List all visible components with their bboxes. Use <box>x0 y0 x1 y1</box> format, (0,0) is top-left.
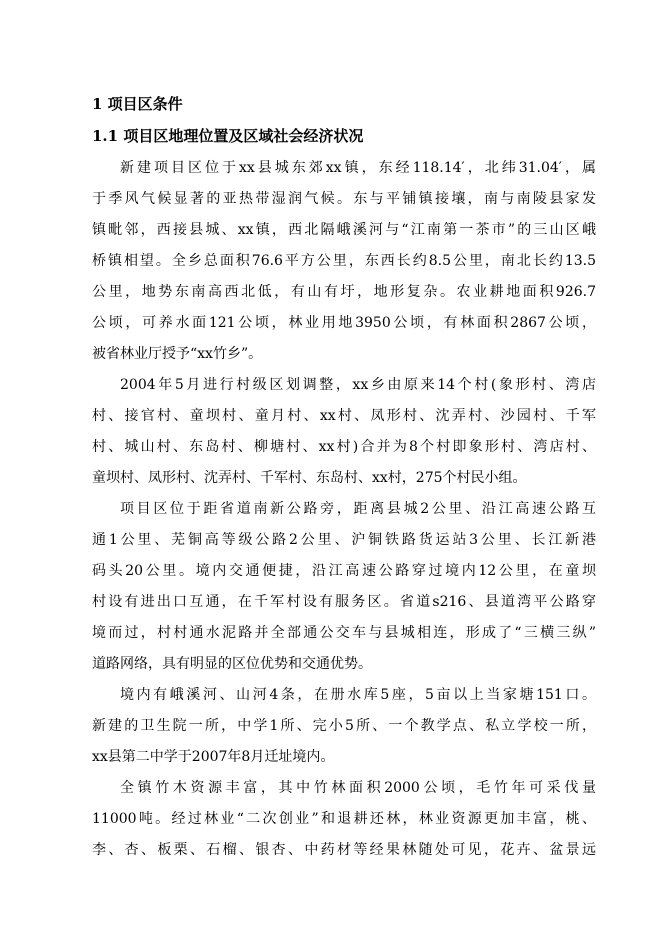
paragraph-line: 境而过，村村通水泥路并全部通公交车与县城相连，形成了“三横三纵” <box>92 625 596 641</box>
paragraph-line: 2004年5月进行村级区划调整，xx乡由原来14个村(象形村、湾店 <box>120 377 596 393</box>
section-heading: 1 项目区条件 <box>92 95 183 113</box>
paragraph-line: 码头20公里。境内交通便捷，沿江高速公路穿过境内12公里，在童坝 <box>92 563 596 579</box>
paragraph-line: 道路网络，具有明显的区位优势和交通优势。 <box>92 656 372 672</box>
paragraph-line: 境内有峨溪河、山河4条，在册水库5座，5亩以上当家塘151口。 <box>120 687 596 703</box>
paragraph-line: 村、接官村、童坝村、童月村、xx村、凤形村、沈弄村、沙园村、千军 <box>92 408 596 424</box>
subsection-heading: 1.1 项目区地理位置及区域社会经济状况 <box>92 127 364 145</box>
paragraph-line: xx县第二中学于2007年8月迁址境内。 <box>92 749 335 765</box>
paragraph-line: 李、杏、板栗、石榴、银杏、中药材等经果林随处可见，花卉、盆景远 <box>92 842 596 858</box>
paragraph-line: 于季风气候显著的亚热带湿润气候。东与平铺镇接壤，南与南陵县家发 <box>92 191 596 207</box>
paragraph-line: 镇毗邻，西接县城、xx镇，西北隔峨溪河与“江南第一茶市”的三山区峨 <box>92 222 596 238</box>
paragraph-line: 项目区位于距省道南新公路旁，距离县城2公里、沿江高速公路互 <box>120 501 596 517</box>
paragraph-line: 通1公里、芜铜高等级公路2公里、沪铜铁路货运站3公里、长江新港 <box>92 532 596 548</box>
paragraph-line: 桥镇相望。全乡总面积76.6平方公里，东西长约8.5公里，南北长约13.5 <box>92 253 596 269</box>
paragraph-line: 公顷，可养水面121公顷，林业用地3950公顷，有林面积2867公顷， <box>92 315 596 331</box>
paragraph-line: 新建的卫生院一所，中学1所、完小5所、一个教学点、私立学校一所， <box>92 718 596 734</box>
paragraph-line: 公里，地势东南高西北低，有山有圩，地形复杂。农业耕地面积926.7 <box>92 284 596 300</box>
paragraph-line: 被省林业厅授予“xx竹乡”。 <box>92 346 263 362</box>
paragraph-line: 村、城山村、东岛村、柳塘村、xx村)合并为8个村即象形村、湾店村、 <box>92 439 596 455</box>
paragraph-line: 童坝村、凤形村、沈弄村、千军村、东岛村、xx村，275个村民小组。 <box>92 470 527 486</box>
paragraph-line: 村设有进出口互通，在千军村设有服务区。省道s216、县道湾平公路穿 <box>92 594 596 610</box>
paragraph-line: 11000吨。经过林业“二次创业”和退耕还林，林业资源更加丰富，桃、 <box>92 811 596 827</box>
paragraph-line: 新建项目区位于xx县城东郊xx镇，东经118.14′，北纬31.04′，属 <box>120 160 596 176</box>
paragraph-line: 全镇竹木资源丰富，其中竹林面积2000公顷，毛竹年可采伐量 <box>120 780 596 796</box>
